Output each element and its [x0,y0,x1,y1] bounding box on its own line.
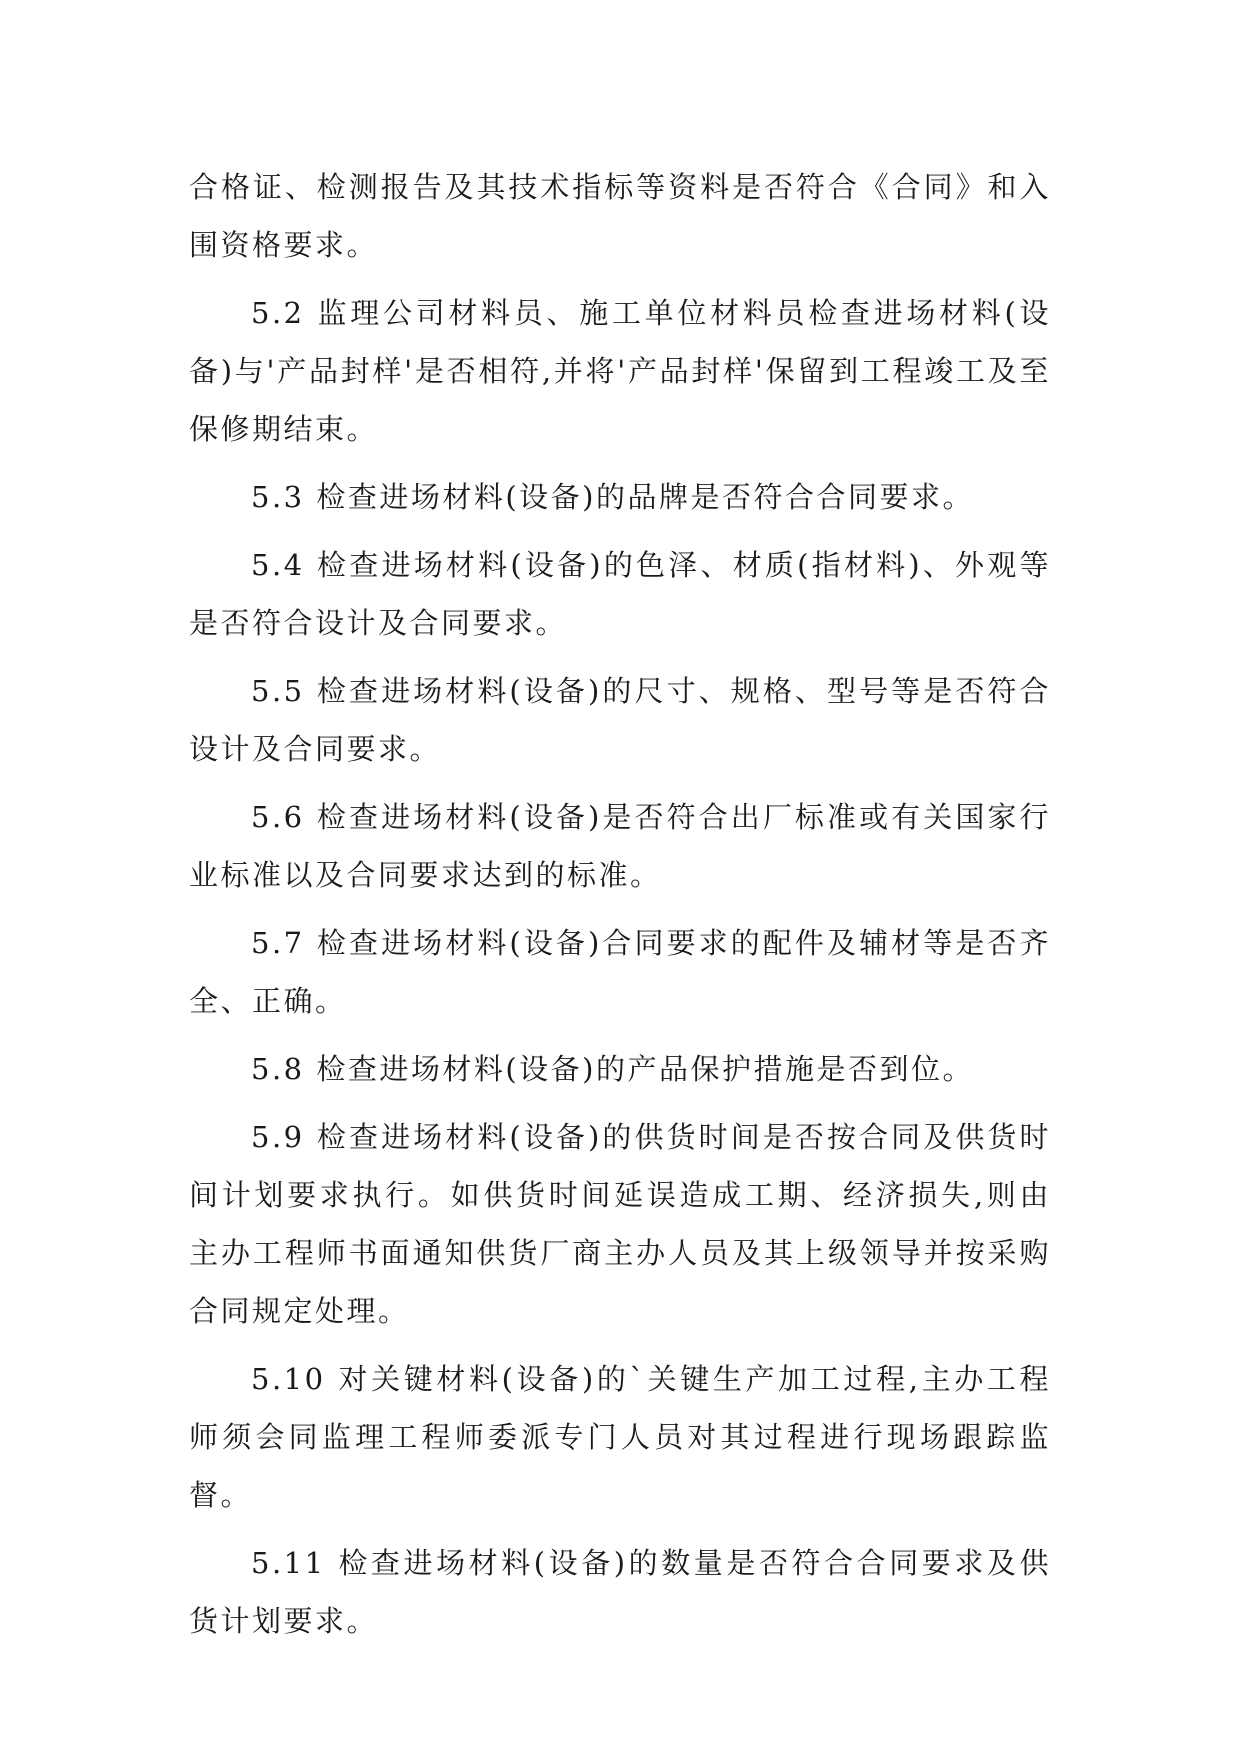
paragraph-5-2: 5.2 监理公司材料员、施工单位材料员检查进场材料(设备)与'产品封样'是否相符,并将'产品封样'保留到工程竣工及至保修期结束。 [189,296,1051,446]
paragraph-5-7: 5.7 检查进场材料(设备)合同要求的配件及辅材等是否齐全、正确。 [189,926,1051,1018]
paragraph-5-5: 5.5 检查进场材料(设备)的尺寸、规格、型号等是否符合设计及合同要求。 [189,674,1051,766]
paragraph-continuation: 合格证、检测报告及其技术指标等资料是否符合《合同》和入围资格要求。 [189,170,1051,262]
paragraph-5-10: 5.10 对关键材料(设备)的`关键生产加工过程,主办工程师须会同监理工程师委派专门人员对其过程进行现场跟踪监督。 [189,1362,1051,1512]
paragraph-5-3: 5.3 检查进场材料(设备)的品牌是否符合合同要求。 [251,480,974,514]
paragraph-5-8: 5.8 检查进场材料(设备)的产品保护措施是否到位。 [251,1052,974,1086]
paragraph-5-6: 5.6 检查进场材料(设备)是否符合出厂标准或有关国家行业标准以及合同要求达到的标准。 [189,800,1051,892]
paragraph-5-4: 5.4 检查进场材料(设备)的色泽、材质(指材料)、外观等是否符合设计及合同要求。 [189,548,1051,640]
paragraph-5-9: 5.9 检查进场材料(设备)的供货时间是否按合同及供货时间计划要求执行。如供货时间延误造成工期、经济损失,则由主办工程师书面通知供货厂商主办人员及其上级领导并按采购合同规定处理。 [189,1120,1051,1328]
paragraph-5-11: 5.11 检查进场材料(设备)的数量是否符合合同要求及供货计划要求。 [189,1546,1051,1638]
document-body [189,158,1051,1660]
